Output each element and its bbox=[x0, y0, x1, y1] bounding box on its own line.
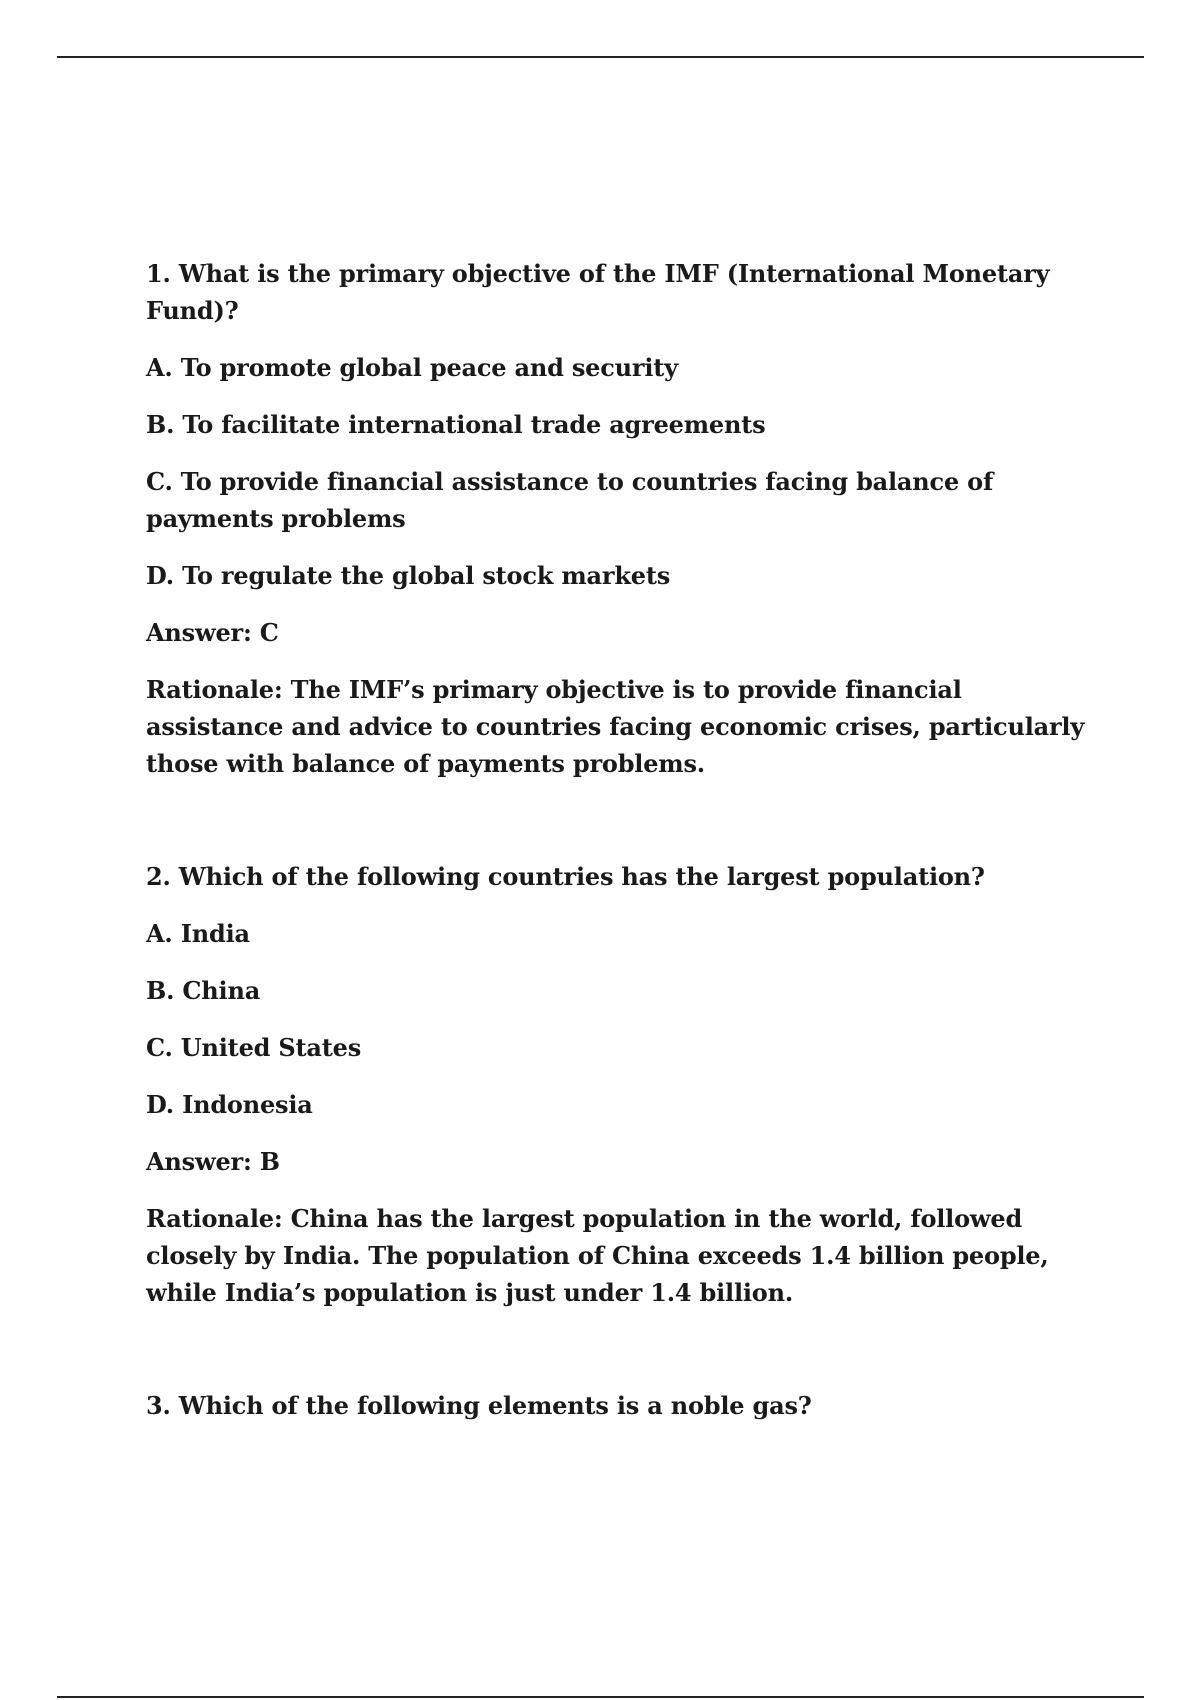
spacer bbox=[146, 1331, 1096, 1387]
option-c: C. United States bbox=[146, 1033, 362, 1062]
option-d: D. Indonesia bbox=[146, 1090, 313, 1119]
rationale-text: Rationale: China has the largest population in the world, followed closely by India. The population of China exceeds 1.4 billion people, while India’s population is just under 1.4 billion. bbox=[146, 1204, 1049, 1307]
top-rule bbox=[57, 56, 1144, 58]
option-c: C. To provide financial assistance to countries facing balance of payments problems bbox=[146, 467, 994, 533]
answer-text: Answer: B bbox=[146, 1147, 280, 1176]
document-body bbox=[146, 255, 1096, 1444]
question-block-1 bbox=[146, 255, 1096, 782]
question-text: 3. Which of the following elements is a noble gas? bbox=[146, 1391, 812, 1420]
option-a: A. India bbox=[146, 919, 250, 948]
option-b: B. To facilitate international trade agreements bbox=[146, 410, 766, 439]
question-block-2 bbox=[146, 858, 1096, 1311]
answer-text: Answer: C bbox=[146, 618, 279, 647]
spacer bbox=[146, 802, 1096, 858]
question-block-3 bbox=[146, 1387, 1096, 1424]
question-text: 1. What is the primary objective of the IMF (International Monetary Fund)? bbox=[146, 259, 1050, 325]
option-b: B. China bbox=[146, 976, 261, 1005]
option-d: D. To regulate the global stock markets bbox=[146, 561, 671, 590]
question-text: 2. Which of the following countries has the largest population? bbox=[146, 862, 985, 891]
bottom-rule bbox=[57, 1696, 1144, 1698]
option-a: A. To promote global peace and security bbox=[146, 353, 678, 382]
rationale-text: Rationale: The IMF’s primary objective is to provide financial assistance and advice to countries facing economic crises, particularly those with balance of payments problems. bbox=[146, 675, 1085, 778]
